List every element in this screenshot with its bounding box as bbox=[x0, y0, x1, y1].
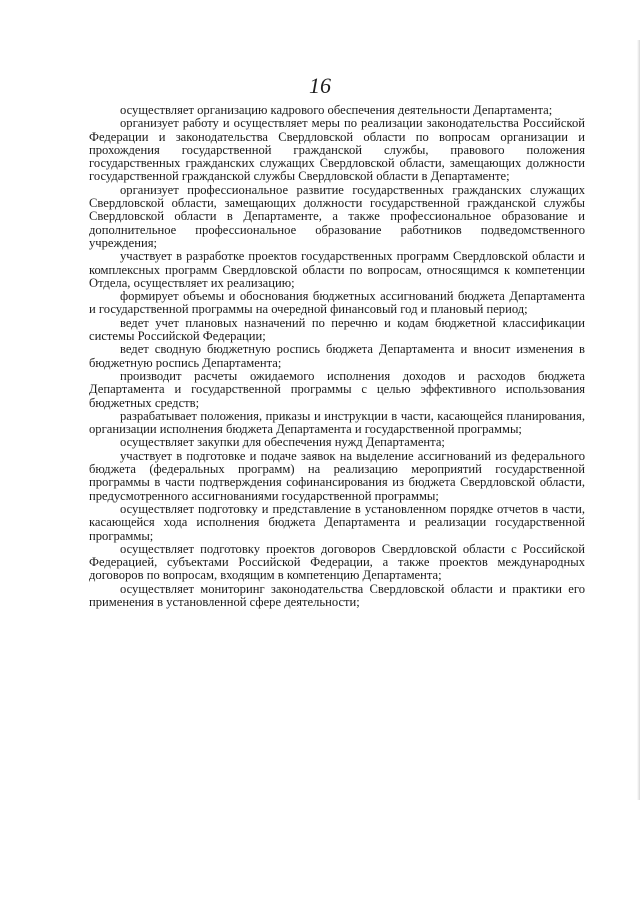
paragraph: формирует объемы и обоснования бюджетных ассигнований бюджета Департамента и государственной программы на очередной финансовый год и плановый период; bbox=[89, 289, 585, 317]
page-number: 16 bbox=[309, 73, 331, 98]
paragraph: участвует в разработке проектов государственных программ Свердловской области и комплексных программ Свердловской области по вопросам, относящимся к компетенции Отдела, осуществляет их реализацию; bbox=[89, 249, 585, 290]
paragraph: осуществляет подготовку проектов договоров Свердловской области с Российской Федерацией, субъектами Российской Федерации, а также проектов международных договоров по вопросам, входящим в компетенцию Департамента; bbox=[89, 541, 585, 583]
paragraph: осуществляет мониторинг законодательства Свердловской области и практики его применения в установленной сфере деятельности; bbox=[89, 581, 585, 609]
paragraph: ведет учет плановых назначений по перечню и кодам бюджетной классификации системы Российской Федерации; bbox=[89, 315, 585, 344]
document-body bbox=[89, 104, 585, 609]
paragraph: осуществляет закупки для обеспечения нужд Департамента; bbox=[120, 435, 445, 450]
paragraph: осуществляет подготовку и представление в установленном порядке отчетов в части, касающейся хода исполнения бюджета Департамента и реализации государственной программы; bbox=[89, 501, 585, 543]
paragraph: осуществляет организацию кадрового обеспечения деятельности Департамента; bbox=[120, 103, 553, 117]
paragraph: организует профессиональное развитие государственных гражданских служащих Свердловской области, замещающих должности государственной гражданской службы Свердловской области в Департаменте, а также профессиональное образование и дополнительное профессиональное образование работников подведомственного учреждения; bbox=[89, 182, 585, 250]
paragraph: ведет сводную бюджетную роспись бюджета Департамента и вносит изменения в бюджетную роспись Департамента; bbox=[89, 342, 585, 370]
paragraph: разрабатывает положения, приказы и инструкции в части, касающейся планирования, организации исполнения бюджета Департамента и государственной программы; bbox=[89, 408, 585, 437]
paragraph: организует работу и осуществляет меры по реализации законодательства Российской Федерации и законодательства Свердловской области по вопросам организации и прохождения государственной гражданской службы, правового положения государственных гражданских служащих Свердловской области, замещающих должности государственной гражданской службы Свердловской области в Департаменте; bbox=[89, 116, 585, 184]
paragraph: производит расчеты ожидаемого исполнения доходов и расходов бюджета Департамента и государственной программы с целью эффективного использования бюджетных средств; bbox=[89, 368, 585, 410]
paragraph: участвует в подготовке и подаче заявок на выделение ассигнований из федерального бюджета (федеральных программ) на реализацию мероприятий государственной программы в части подтверждения софинансирования из бюджета Свердловской области, предусмотренного ассигнованиями государственной программы; bbox=[89, 448, 585, 503]
